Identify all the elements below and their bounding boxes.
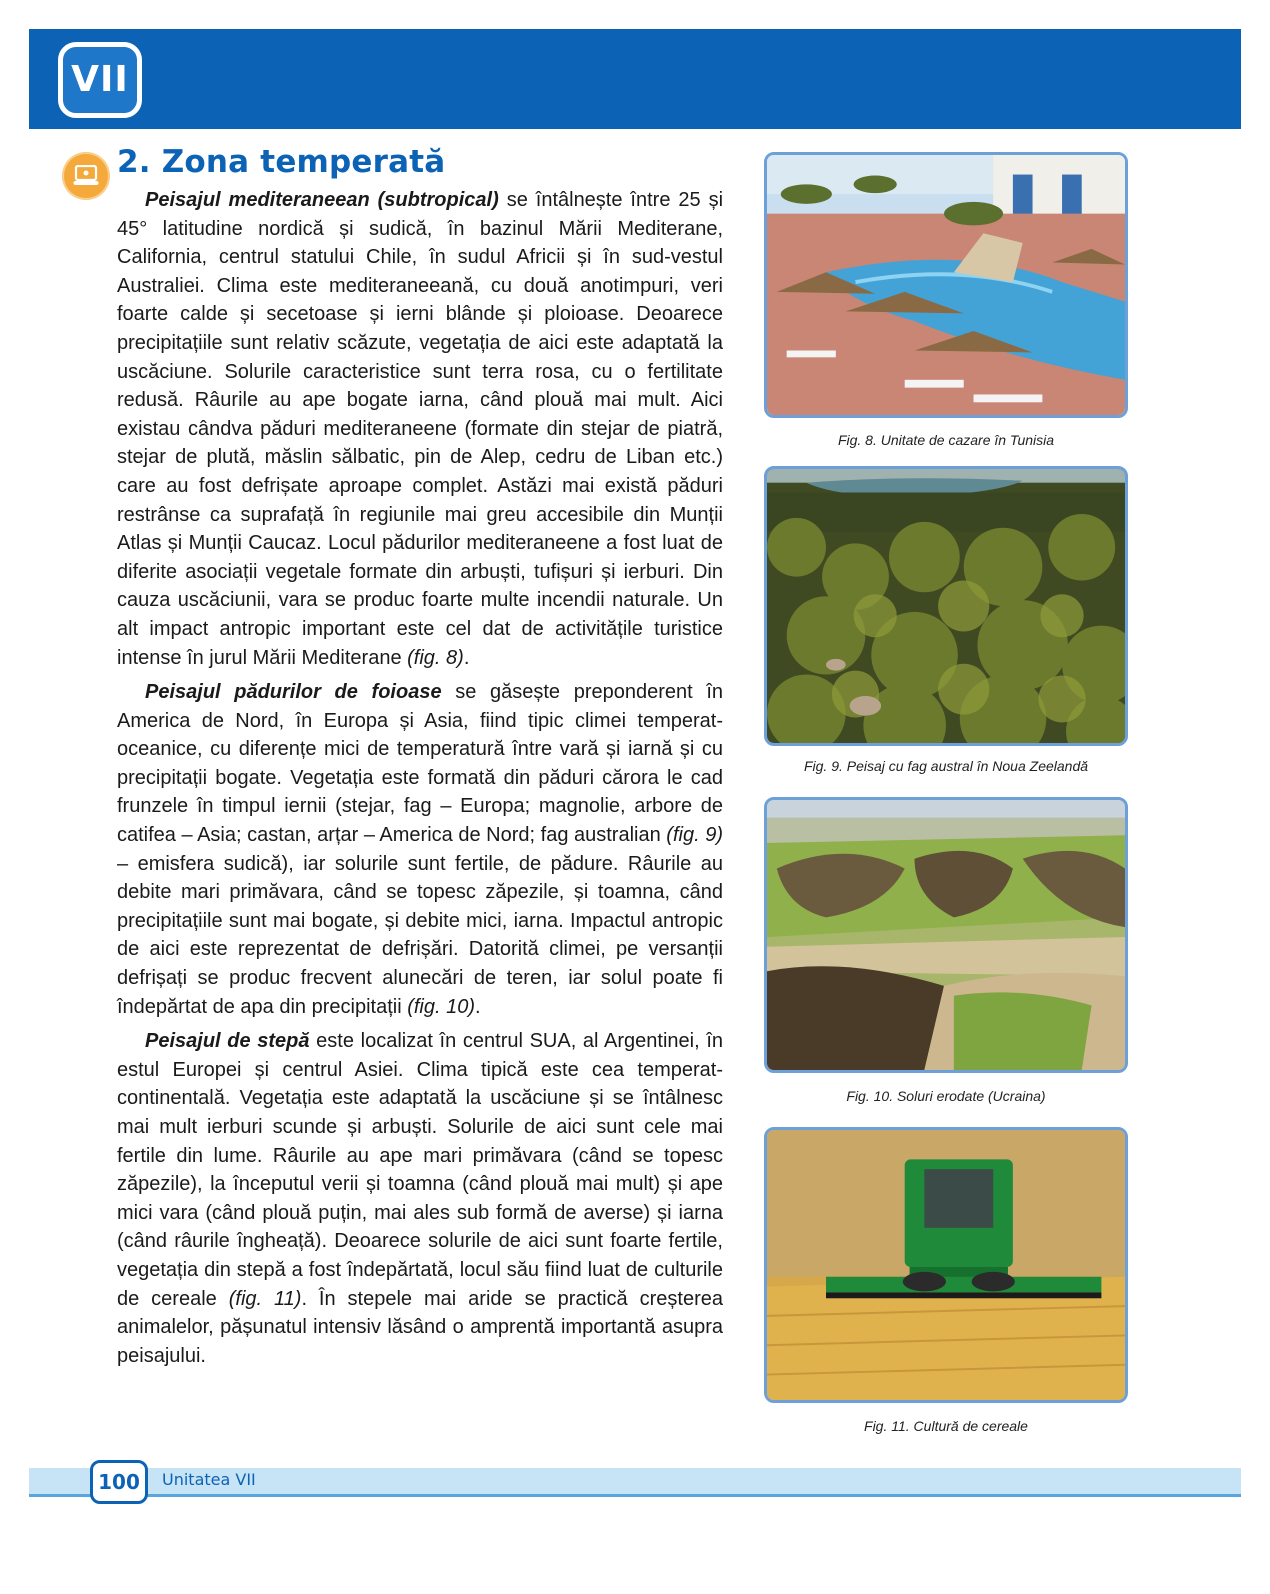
paragraph-text: . <box>463 646 470 669</box>
paragraph-text: . <box>475 995 481 1018</box>
paragraph-deciduous <box>117 678 723 1021</box>
figure-reference[interactable]: (fig. 8) <box>407 646 464 669</box>
figure-caption: Fig. 8. Unitate de cazare în Tunisia <box>837 432 1055 448</box>
laptop-icon <box>62 152 110 200</box>
unit-badge: VII <box>58 42 142 118</box>
page-number: 100 <box>90 1460 148 1504</box>
figure-9-beech-landscape-photo <box>764 466 1128 746</box>
paragraph-text: . În stepele mai aride se practică creșterea animalelor, pășunatul intensiv lăsând o amprentă importantă asupra peisajului. <box>117 1287 723 1367</box>
term-steppe: Peisajul de stepă <box>145 1030 310 1053</box>
figure-10-eroded-soils-photo <box>764 797 1128 1073</box>
figure-8-resort-photo <box>764 152 1128 418</box>
paragraph-text: se întâlnește între 25 și 45° latitudine nordică și sudică, în bazinul Mării Mediterane, California, centrul statului Chile, în sudul Africii și în sud-vestul Australiei. Clima este mediteraneeană, cu două anotimpuri, veri foarte calde și secetoase și ierni blânde și ploioase. Deoarece precipitațiile sunt relativ scăzute, vegetația de aici este adaptată la uscăciune. Solurile caracteristice sunt terra rosa, cu o fertilitate redusă. Râurile au ape bogate iarna, când plouă mai mult. Aici existau cândva păduri mediteraneene (formate din stejar de piatră, stejar de plută, măslin sălbatic, pin de Alep, cedru de Liban etc.) care au fost defrișate aproape complet. Astăzi mai există păduri restrânse ca suprafață în regiunile mai greu accesibile din Munții Atlas și Munții Caucaz. Locul pădurilor mediteraneene a fost luat de diferite asociații vegetale formate din arbuști, tufișuri și ierburi. Din cauza uscăciunii, vara se produc foarte multe incendii naturale. Un alt impact antropic important este cel dat de activitățile turistice intense în jurul Mării Mediterane <box>117 189 724 669</box>
figure-reference[interactable]: (fig. 11) <box>228 1287 302 1310</box>
figure-reference[interactable]: (fig. 9) <box>666 824 723 847</box>
figure-caption: Fig. 9. Peisaj cu fag austral în Noua Zeelandă <box>803 758 1089 774</box>
paragraph-mediterranean <box>117 186 723 672</box>
figure-caption: Fig. 11. Cultură de cereale <box>864 1418 1028 1434</box>
figure-11-grain-harvest-photo <box>764 1127 1128 1403</box>
text-column <box>117 186 723 1376</box>
footer-unit-label: Unitatea VII <box>162 1470 256 1489</box>
header-band <box>29 29 1241 129</box>
section-title: 2. Zona temperată <box>117 144 446 180</box>
paragraph-text: se găsește preponderent în America de Nord, în Europa și Asia, fiind tipic climei temperat-oceanice, cu diferențe mici de temperatură între vară și iarnă și cu precipitații bogate. Vegetația este formată din păduri cărora le cad frunzele în timpul iernii (stejar, fag – Europa; magnolie, arbore de catifea – Asia; castan, arțar – America de Nord; fag australian <box>117 681 724 847</box>
paragraph-text: este localizat în centrul SUA, al Argentinei, în estul Europei și centrul Asiei. Clima tipică este cea temperat-continentală. Vegetația este adaptată la uscăciune și se întâlnesc mai mult ierburi scunde și arbuști. Solurile de aici sunt cele mai fertile din lume. Râurile au ape mari primăvara (când se topesc zăpezile), la începutul verii și toamna (când plouă mai mult) și ape mici vara (când plouă puțin, mai ales sub formă de averse) și iarna (când râurile îngheață). Deoarece solurile de aici sunt foarte fertile, vegetația din stepă a fost îndepărtată, locul său fiind luat de culturile de cereale <box>117 1030 723 1310</box>
term-mediterranean: Peisajul mediteraneean (subtropical) <box>145 189 499 211</box>
figure-reference[interactable]: (fig. 10) <box>407 995 476 1018</box>
paragraph-text: – emisfera sudică), iar solurile sunt fertile, de pădure. Râurile au debite mari primăvara, când se topesc zăpezile, și toamna, când precipitațiile sunt mai bogate, și debite mici, iarna. Impactul antropic de aici este reprezentat de defrișări. Datorită climei, pe versanții defrișați se produc frecvent alunecări de teren, iar solul poate fi îndepărtat de apa din precipitații <box>117 852 723 1018</box>
term-deciduous: Peisajul pădurilor de foioase <box>145 681 442 704</box>
paragraph-steppe <box>117 1027 723 1370</box>
figure-caption: Fig. 10. Soluri erodate (Ucraina) <box>846 1088 1046 1104</box>
